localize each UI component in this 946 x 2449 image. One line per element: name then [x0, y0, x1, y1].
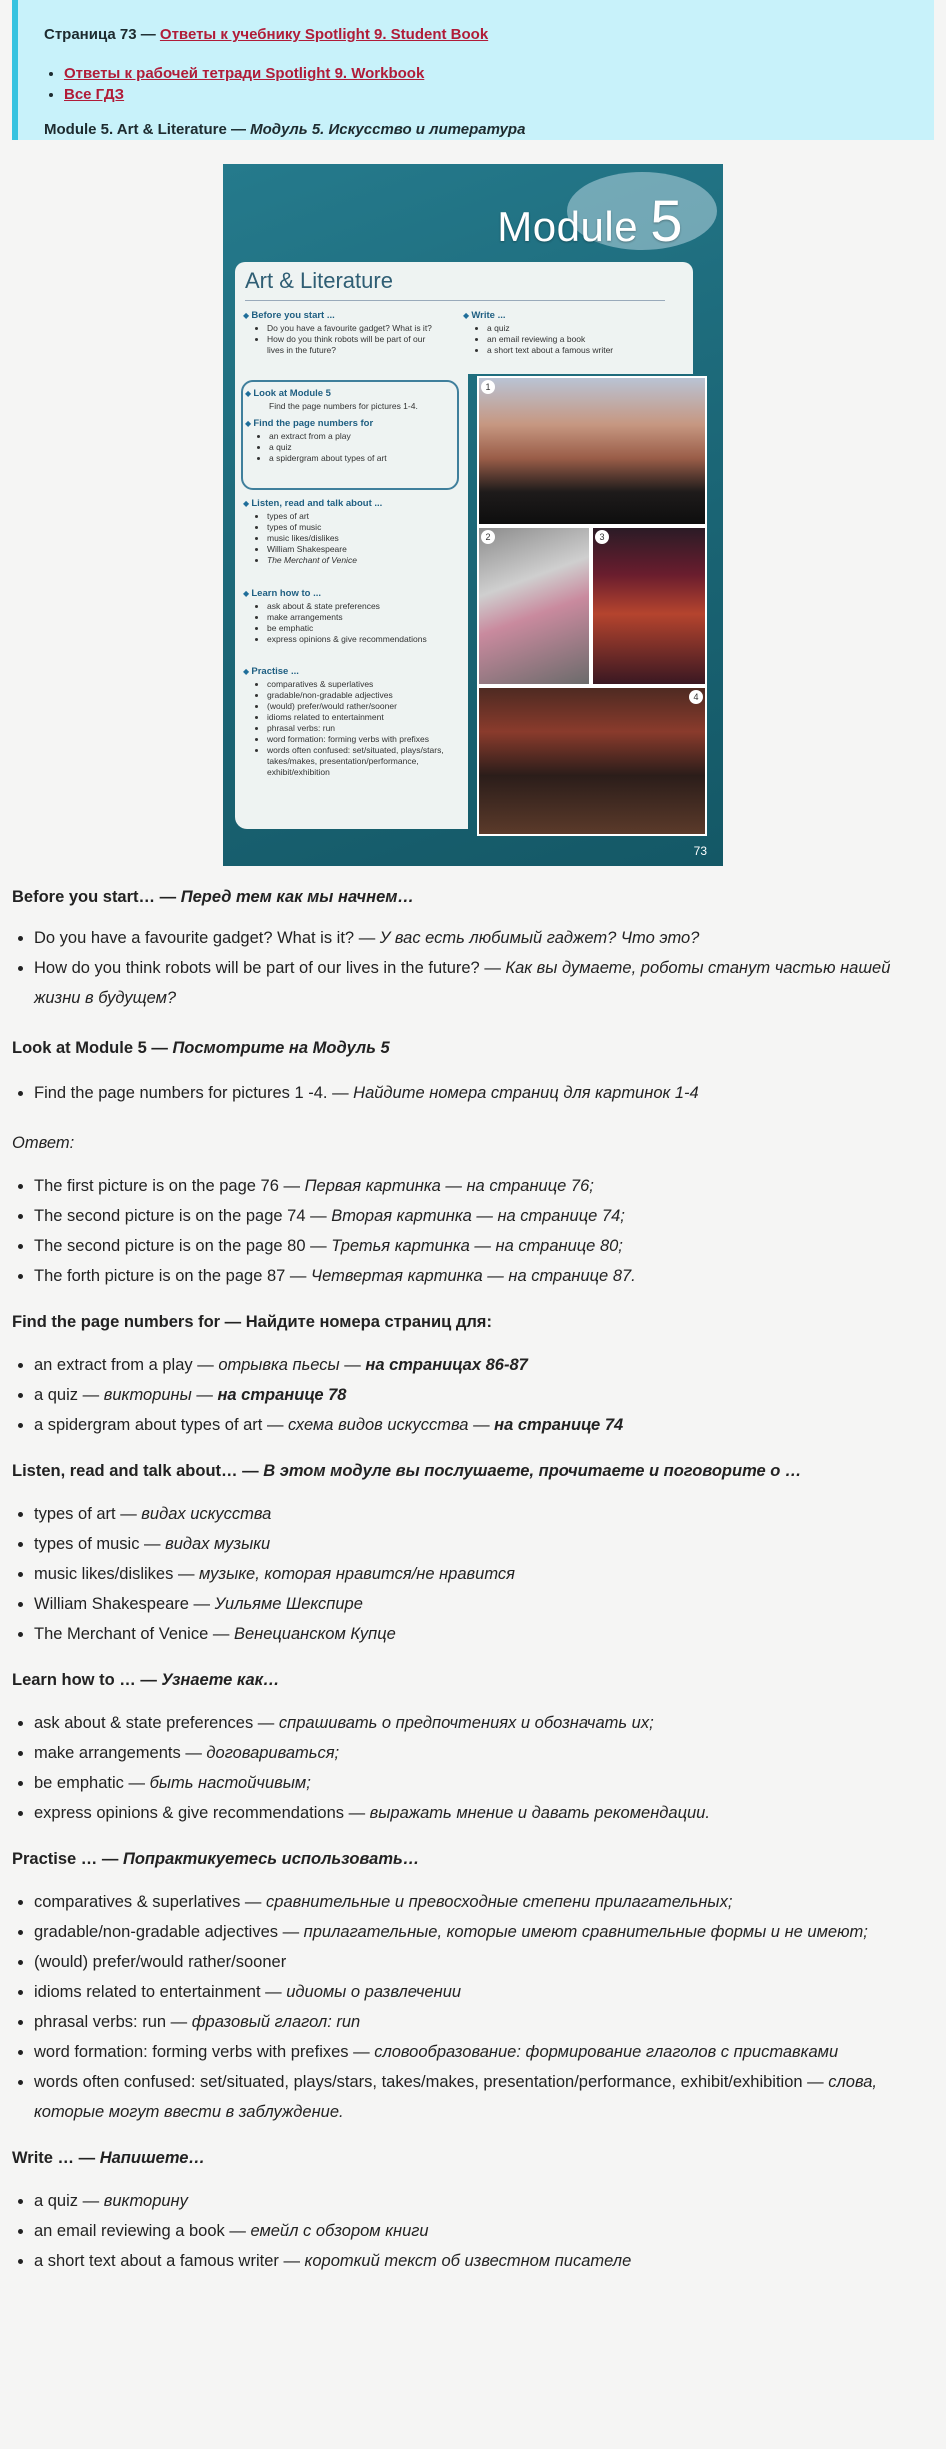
list-item: • make arrangements — договариваться; — [34, 1738, 934, 1768]
section-find-title: Find the page numbers for — Найдите номера страниц для: — [12, 1313, 492, 1331]
list-item: • an email reviewing a book — емейл с обзором книги — [34, 2216, 934, 2246]
list-item: • The first picture is on the page 76 — Первая картинка — на странице 76; — [34, 1171, 934, 1201]
section-learn-title: Learn how to … — Узнаете как… — [12, 1671, 280, 1689]
answer-label: Ответ: — [12, 1134, 75, 1152]
info-box — [12, 0, 934, 140]
photo-theatre: 1 — [477, 376, 707, 526]
photo-art-installation: 2 — [477, 526, 591, 686]
list-item: • be emphatic — быть настойчивым; — [34, 1768, 934, 1798]
list-item: • The Merchant of Venice — Венецианском Купце — [34, 1619, 934, 1649]
section-listen-list — [12, 1499, 934, 1649]
list-item: • (would) prefer/would rather/sooner — [34, 1947, 934, 1977]
list-item: • a quiz — викторину — [34, 2186, 934, 2216]
list-item: • types of music — видах музыки — [34, 1529, 934, 1559]
list-item: • The forth picture is on the page 87 — Четвертая картинка — на странице 87. — [34, 1261, 934, 1291]
cover-module-title: Module 5 — [497, 189, 683, 254]
list-item: • an extract from a play — отрывка пьесы — на страницах 86-87 — [34, 1350, 934, 1380]
list-item: • music likes/dislikes — музыке, которая нравится/не нравится — [34, 1559, 934, 1589]
cover-block-write: ◆ Write ... • a quiz • an email reviewing a book • a short text about a famous writer — [463, 310, 663, 356]
textbook-page-image — [223, 164, 723, 866]
all-gdz-link[interactable]: Все ГДЗ — [64, 86, 125, 103]
workbook-link[interactable]: Ответы к рабочей тетради Spotlight 9. Workbook — [64, 65, 425, 82]
related-links — [44, 65, 908, 103]
cover-block-learn: ◆ Learn how to ... • ask about & state preferences • make arrangements • be emphatic • express opinions & give recommendations — [243, 588, 458, 645]
photo-shakespeare-play: 4 — [477, 686, 707, 836]
section-practise-title: Practise … — Попрактикуетесь использовать… — [12, 1850, 420, 1868]
list-item: • Find the page numbers for pictures 1 -4. — Найдите номера страниц для картинок 1-4 — [34, 1078, 934, 1108]
section-look-answers — [12, 1171, 934, 1291]
list-item: • express opinions & give recommendations — выражать мнение и давать рекомендации. — [34, 1798, 934, 1828]
list-item: • idioms related to entertainment — идиомы о развлечении — [34, 1977, 934, 2007]
section-look-title: Look at Module 5 — Посмотрите на Модуль 5 — [12, 1039, 390, 1057]
list-item: • a quiz — викторины — на странице 78 — [34, 1380, 934, 1410]
cover-block-before: ◆ Before you start ... • Do you have a favourite gadget? What is it? • How do you think robots will be part of our lives in the future? — [243, 310, 443, 356]
page-line: Страница 73 — Ответы к учебнику Spotlight 9. Student Book — [44, 26, 489, 43]
student-book-link[interactable]: Ответы к учебнику Spotlight 9. Student Book — [159, 26, 489, 43]
photo-musical: 3 — [591, 526, 707, 686]
section-before-title: Before you start… — Перед тем как мы начнем… — [12, 888, 414, 906]
cover-block-listen: ◆ Listen, read and talk about ... • types of art • types of music • music likes/dislikes • William Shakespeare • The Merchant of Venice — [243, 498, 458, 566]
section-listen-title: Listen, read and talk about… — В этом модуле вы послушаете, прочитаете и поговорите о … — [12, 1462, 802, 1480]
cover-block-look: ◆ Look at Module 5 Find the page numbers for pictures 1-4. ◆ Find the page numbers for • an extract from a play • a quiz • a spidergram about types of art — [245, 388, 451, 464]
section-learn-list — [12, 1708, 934, 1828]
article-content — [0, 888, 946, 2276]
list-item: • How do you think robots will be part of our lives in the future? — Как вы думаете, роботы станут частью нашей жизни в будущем? — [34, 953, 934, 1013]
cover-page-number: 73 — [693, 844, 707, 858]
section-before-list — [12, 923, 934, 1013]
list-item: • a short text about a famous writer — короткий текст об известном писателе — [34, 2246, 934, 2276]
list-item: • comparatives & superlatives — сравнительные и превосходные степени прилагательных; — [34, 1887, 934, 1917]
list-item: • William Shakespeare — Уильяме Шекспире — [34, 1589, 934, 1619]
section-find-list — [12, 1350, 934, 1440]
cover-panel-title: Art & Literature — [245, 268, 393, 293]
section-look-list — [12, 1078, 934, 1108]
list-item: • word formation: forming verbs with prefixes — словообразование: формирование глаголов с приставками — [34, 2037, 934, 2067]
section-write-title: Write … — Напишете… — [12, 2149, 205, 2167]
list-item: • The second picture is on the page 80 — Третья картинка — на странице 80; — [34, 1231, 934, 1261]
list-item: • phrasal verbs: run — фразовый глагол: run — [34, 2007, 934, 2037]
module-title: Module 5. Art & Literature — Модуль 5. Искусство и литература — [44, 121, 526, 138]
list-item: • words often confused: set/situated, plays/stars, takes/makes, presentation/performance, exhibit/exhibition — слова, которые могут ввести в заблуждение. — [34, 2067, 934, 2127]
list-item: • ask about & state preferences — спрашивать о предпочтениях и обозначать их; — [34, 1708, 934, 1738]
section-practise-list — [12, 1887, 934, 2127]
list-item: • types of art — видах искусства — [34, 1499, 934, 1529]
list-item: • gradable/non-gradable adjectives — прилагательные, которые имеют сравнительные формы и не имеют; — [34, 1917, 934, 1947]
list-item: • The second picture is on the page 74 — Вторая картинка — на странице 74; — [34, 1201, 934, 1231]
cover-block-practise: ◆ Practise ... • comparatives & superlatives • gradable/non-gradable adjectives • (would) prefer/would rather/sooner • idioms related to entertainment • phrasal verbs: run • word formation: forming verbs with prefixes • words often confused: set/situated, plays/stars, takes/makes, presentation/performance, exhibit/exhibition — [243, 666, 458, 778]
section-write-list — [12, 2186, 934, 2276]
list-item: • Do you have a favourite gadget? What is it? — У вас есть любимый гаджет? Что это? — [34, 923, 934, 953]
list-item: • a spidergram about types of art — схема видов искусства — на странице 74 — [34, 1410, 934, 1440]
